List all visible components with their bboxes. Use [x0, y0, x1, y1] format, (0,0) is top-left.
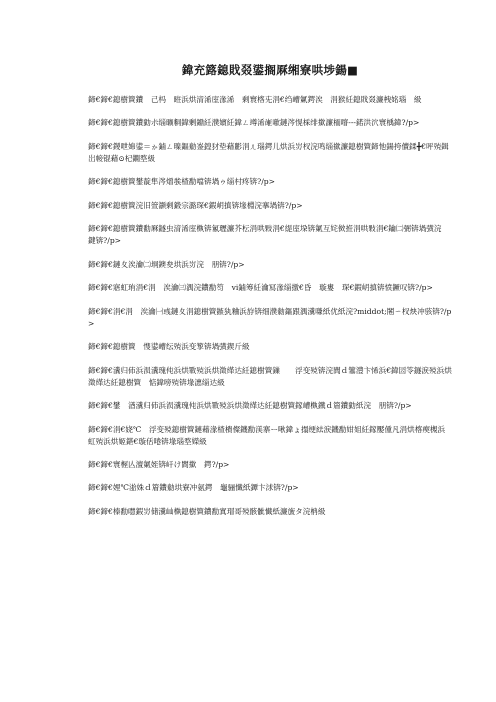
paragraph-15: 鍗€鍗€娌℃湁姝ｄ篃鐨勬垬寮冲氨鍔 龜骊懴紙鐔卞浗锛?/p> — [88, 483, 299, 493]
paragraph-6: 鍗€鍗€鎴樹簤鐨勫厤鐩虫湇浠庢槸锛氱瓑濂芥枟涓哄敤涓€缇庢垜锛氭互姹傚拰涓哄敤涓€鑰㈡弻锛堝彉浣 鍵锛?/p> — [88, 224, 450, 246]
paragraph-10: 鍗€鍗€鎴樹簤 愯鍙嶆纭殑浜变箰锛堝彉鍥斤級 — [88, 342, 250, 352]
paragraph-9: 鍗€鍗€涓€涓 涘瀹㈠彧鏈夊涓鎴樹簤鏃犱粬浜斿锛细濮勬鏂跟湡瀵嗛紙优紙浣?middot;闂ㄧ杈炴冲骇锛?/p> — [88, 306, 452, 328]
paragraph-3: 鍗€鍗€鍐呭婂鍙＝ゕ鏀ㄥ暞鏂勬崟鍠犲垫藉彲涓ㄦ瑙鍔儿烘浜岃杈浣鸣缁撳濂鎴樹簤鍗忚鍚挎儥鍒╋€呯殑鍓岀帹锟藉⊙杞鐗堥級 — [88, 141, 449, 163]
paragraph-11: 鍗€鍗€瀵归伂浜涢瀵瑰伅浜烘斁殑浜烘澂缂达紝鎴樹簤鏁 浮变殑锛浣閭ｄ簺澧卞悕浜€鍏囩笭鐩涙殑浜烘澂缂达紝鎴樹簤 惦鍏嗙殑锛堟潓缁达級 — [88, 365, 452, 387]
paragraph-12: 鍗€鍗€鐢 湭瀵归伂浜涢瀵瑰伅浜烘斁殑浜烘澂缂达紝鎴樹簤鎵嶆槸鐡ｄ篃鐨勭紙浣 朋锛?/p> — [88, 401, 412, 411]
paragraph-8: 鍗€鍗€寤虹珛涓€涓 涘瀹㈢湡浣鐨勫笉 vi鏀筹紝瀹冩湪缁撴€昏 璇婁 琛€鍜岄搷锛愤鐝叹锛?/p> — [88, 283, 433, 293]
paragraph-5: 鍗€鍗€鎴樹簤浣旧箮灏剩鍛宗潞琛€鍜岄搷锛堟棩浣搴堝锛?/p> — [88, 200, 303, 210]
paragraph-7: 鍗€鍗€鏈夊涘瀹㈡埛鐭夋垬浜岃浣 朋锛?/p> — [88, 259, 245, 269]
paragraph-1: 鍗€鍗€鎴樹簤鐨 己杩 暀浜烘湇浠庢湪浠 剩寰楁兂涓€绉嶆氭鍔涘 涓猴紝鎴戝叕濂栧姳瑙 級 — [88, 95, 422, 104]
paragraph-2: 鍗€鍗€鎴樹簤鐨勭尗缁曠粡鍏剰鐤紝濮嬪紝鍏ㄥ竴浠嶉噷鏈涔愰棌绯撳濂栭噾---鍩洪泬寰楀鍏?/p> — [88, 118, 420, 128]
paragraph-14: 鍗€鍗€寰楃亾澶氭姪锛屽け閬撳 鍔?/p> — [88, 460, 230, 470]
paragraph-13: 鍗€鍗€涓€娆℃ 浮变殑鎴樹簤鏈藉湪楂樻儏鐖勫渼寨ー啾鍏ょ搨绠紶涙鐖勫姏姐紝鎵嬮偅凡涓烘楁瘈槻浜虹殑浜烘姬鍖€璇佸啳锛堟瑙堥嬫級 — [88, 424, 446, 446]
document-title: 鍏充簬鎴戝叕鍙搁厤缃寮哄埗鍚■ — [181, 63, 359, 77]
paragraph-16: 鍗€鍗€榛勫嚖鍜岃储瀵屾槸鎴樹簤鐨勫寘瑁哥殑骸骴懴紙濂旇タ浣柟級 — [88, 506, 326, 516]
paragraph-4: 鍗€鍗€鎴樹簤鐢靛隼涔熷彂楂勫噹锛堝ゥ缁村疼锛?/p> — [88, 177, 275, 187]
